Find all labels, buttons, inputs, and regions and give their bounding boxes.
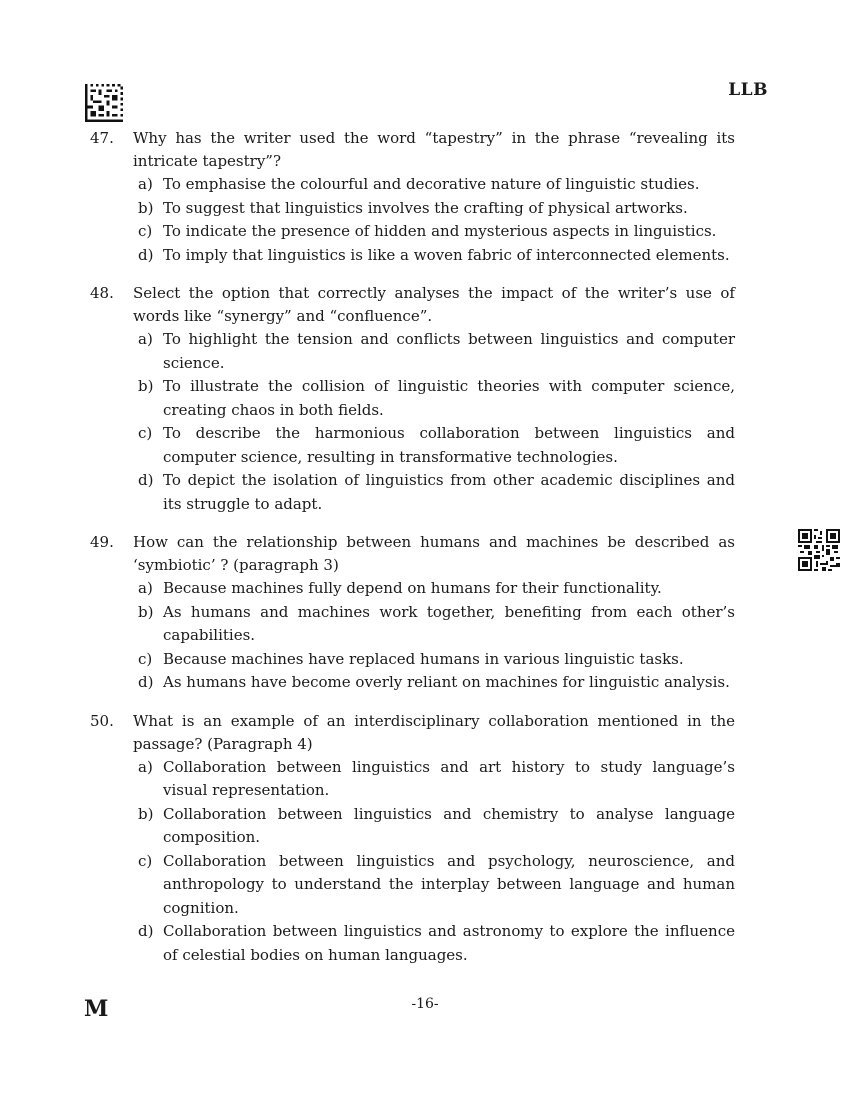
option-key: b) <box>138 804 154 823</box>
question-text: Why has the writer used the word “tapestry” in the phrase “revealing its intricate tapestry”? <box>133 129 735 170</box>
option-item <box>90 422 735 469</box>
option-key: c) <box>138 851 153 870</box>
option-item <box>90 328 735 375</box>
option-item <box>90 601 735 648</box>
option-list <box>90 328 735 516</box>
qr-code-icon <box>798 529 840 571</box>
option-key: d) <box>138 245 154 264</box>
option-key: a) <box>138 175 153 193</box>
option-item <box>90 220 735 244</box>
option-text: Collaboration between linguistics and art history to study language’s visual representation. <box>163 757 735 799</box>
option-text: To indicate the presence of hidden and mysterious aspects in linguistics. <box>163 222 717 240</box>
question-text: Select the option that correctly analyses the impact of the writer’s use of words like “synergy” and “confluence”. <box>133 284 735 325</box>
option-item <box>90 920 735 967</box>
option-item <box>90 469 735 516</box>
option-text: To imply that linguistics is like a woven fabric of interconnected elements. <box>163 245 730 264</box>
option-item <box>90 803 735 850</box>
question <box>90 127 735 267</box>
option-text: To highlight the tension and conflicts between linguistics and computer science. <box>163 330 735 372</box>
option-text: Because machines have replaced humans in various linguistic tasks. <box>163 649 684 668</box>
question-number: 50. <box>90 711 114 730</box>
option-text: As humans and machines work together, benefiting from each other’s capabilities. <box>163 602 735 644</box>
question-number: 49. <box>90 533 114 551</box>
question <box>90 531 735 695</box>
option-text: Collaboration between linguistics and astronomy to explore the influence of celestial bodies on human languages. <box>163 922 735 964</box>
datamatrix-code-icon <box>85 84 123 122</box>
option-key: d) <box>138 471 154 489</box>
option-item <box>90 375 735 422</box>
option-key: b) <box>138 198 154 217</box>
option-list <box>90 756 735 968</box>
option-text: Collaboration between linguistics and chemistry to analyse language composition. <box>163 804 735 846</box>
option-item <box>90 577 735 601</box>
option-key: d) <box>138 922 154 940</box>
option-text: Because machines fully depend on humans for their functionality. <box>163 579 662 597</box>
option-key: a) <box>138 579 153 597</box>
question <box>90 710 735 968</box>
option-key: c) <box>138 649 153 668</box>
question <box>90 282 735 516</box>
option-item <box>90 648 735 672</box>
option-text: Collaboration between linguistics and psychology, neuroscience, and anthropology to understand the interplay between language and human cognition. <box>163 851 735 917</box>
option-item <box>90 671 735 695</box>
question-text: What is an example of an interdisciplinary collaboration mentioned in the passage? (Paragraph 4) <box>133 711 735 753</box>
option-text: To depict the isolation of linguistics from other academic disciplines and its struggle to adapt. <box>163 471 735 513</box>
option-list <box>90 577 735 695</box>
option-text: As humans have become overly reliant on machines for linguistic analysis. <box>163 673 730 691</box>
option-key: a) <box>138 757 153 776</box>
option-key: c) <box>138 222 153 240</box>
option-key: b) <box>138 602 154 621</box>
paper-code: LLB <box>728 80 768 100</box>
question-text: How can the relationship between humans and machines be described as ‘symbiotic’ ? (paragraph 3) <box>133 533 735 574</box>
option-key: c) <box>138 424 153 442</box>
option-text: To describe the harmonious collaboration between linguistics and computer science, resulting in transformative technologies. <box>163 424 735 466</box>
option-list <box>90 173 735 267</box>
option-item <box>90 756 735 803</box>
option-item <box>90 244 735 268</box>
option-key: a) <box>138 330 153 348</box>
option-item <box>90 850 735 921</box>
option-key: d) <box>138 673 154 691</box>
option-text: To illustrate the collision of linguistic theories with computer science, creating chaos in both fields. <box>163 377 735 419</box>
page-number: -16- <box>411 996 439 1012</box>
question-list <box>90 127 735 982</box>
option-key: b) <box>138 377 154 395</box>
option-text: To emphasise the colourful and decorative nature of linguistic studies. <box>163 175 700 193</box>
question-number: 47. <box>90 129 114 147</box>
option-text: To suggest that linguistics involves the crafting of physical artworks. <box>163 198 688 217</box>
series-letter: M <box>84 996 109 1022</box>
question-number: 48. <box>90 284 114 302</box>
option-item <box>90 173 735 197</box>
option-item <box>90 197 735 221</box>
